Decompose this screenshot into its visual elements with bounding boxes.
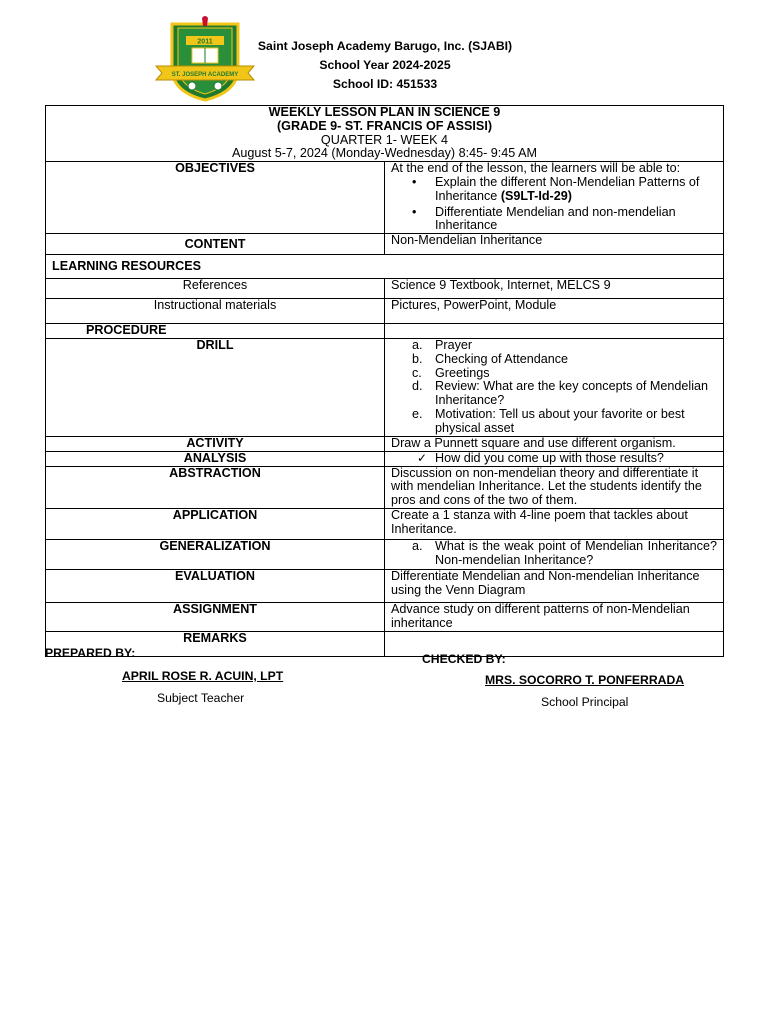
analysis-label: ANALYSIS bbox=[46, 451, 385, 466]
references-label: References bbox=[46, 279, 385, 299]
materials-label: Instructional materials bbox=[46, 299, 385, 324]
learning-resources-heading: LEARNING RESOURCES bbox=[46, 255, 724, 279]
checked-by-name: MRS. SOCORRO T. PONFERRADA bbox=[485, 673, 685, 687]
drill-marker: c. bbox=[412, 365, 422, 380]
school-year: School Year 2024-2025 bbox=[319, 58, 451, 72]
plan-dates: August 5-7, 2024 (Monday-Wednesday) 8:45- 9:45 AM bbox=[232, 146, 537, 161]
procedure-empty bbox=[385, 324, 724, 339]
content-label: CONTENT bbox=[46, 234, 385, 255]
drill-item bbox=[412, 351, 717, 367]
drill-text: Motivation: Tell us about your favorite or best physical asset bbox=[435, 406, 685, 435]
generalization-text: What is the weak point of Mendelian Inheritance? Non-mendelian Inheritance? bbox=[435, 538, 717, 567]
drill-cell bbox=[385, 338, 724, 436]
content-value: Non-Mendelian Inheritance bbox=[385, 234, 724, 255]
evaluation-value: Differentiate Mendelian and Non-mendelian Inheritance using the Venn Diagram bbox=[385, 569, 724, 602]
drill-item bbox=[412, 365, 717, 381]
check-icon: ✓ bbox=[417, 450, 428, 465]
analysis-cell bbox=[385, 451, 724, 466]
drill-label: DRILL bbox=[46, 338, 385, 436]
drill-list bbox=[391, 339, 717, 436]
application-value: Create a 1 stanza with 4-line poem that tackles about Inheritance. bbox=[385, 508, 724, 539]
objectives-intro: At the end of the lesson, the learners will be able to: bbox=[391, 161, 681, 176]
svg-text:2011: 2011 bbox=[197, 38, 213, 46]
plan-quarter: QUARTER 1- WEEK 4 bbox=[320, 132, 449, 147]
drill-marker: e. bbox=[412, 406, 423, 421]
checked-by-role: School Principal bbox=[541, 695, 629, 709]
drill-text: Review: What are the key concepts of Mendelian Inheritance? bbox=[435, 379, 709, 408]
evaluation-label: EVALUATION bbox=[46, 569, 385, 602]
plan-title: WEEKLY LESSON PLAN IN SCIENCE 9 bbox=[268, 105, 501, 119]
procedure-heading: PROCEDURE bbox=[46, 324, 385, 339]
abstraction-value: Discussion on non-mendelian theory and differentiate it with mendelian Inheritance. Let the students identify the pros and cons of the two of them. bbox=[385, 466, 724, 508]
drill-text: Greetings bbox=[435, 365, 490, 380]
checked-by-label: CHECKED BY: bbox=[422, 652, 506, 666]
analysis-text: How did you come up with those results? bbox=[435, 450, 664, 465]
drill-text: Checking of Attendance bbox=[435, 351, 569, 366]
assignment-label: ASSIGNMENT bbox=[46, 602, 385, 631]
prepared-by-name: APRIL ROSE R. ACUIN, LPT bbox=[122, 669, 284, 683]
objectives-list bbox=[391, 176, 717, 233]
plan-grade: (GRADE 9- ST. FRANCIS OF ASSISI) bbox=[276, 118, 493, 133]
abstraction-label: ABSTRACTION bbox=[46, 466, 385, 508]
objective-item bbox=[435, 206, 717, 234]
drill-item bbox=[412, 379, 717, 408]
objective-code: (S9LT-Id-29) bbox=[500, 188, 572, 203]
generalization-list bbox=[391, 540, 717, 568]
materials-value: Pictures, PowerPoint, Module bbox=[385, 299, 724, 324]
generalization-cell bbox=[385, 539, 724, 569]
plan-title-cell bbox=[46, 106, 724, 162]
references-value: Science 9 Textbook, Internet, MELCS 9 bbox=[385, 279, 724, 299]
activity-value: Draw a Punnett square and use different organism. bbox=[385, 436, 724, 451]
seal-banner: ST. JOSEPH ACADEMY bbox=[171, 72, 239, 78]
drill-item bbox=[412, 337, 717, 353]
objectives-label: OBJECTIVES bbox=[46, 162, 385, 234]
school-header bbox=[240, 37, 530, 94]
objectives-cell bbox=[385, 162, 724, 234]
drill-item bbox=[412, 406, 717, 436]
analysis-list bbox=[391, 452, 717, 466]
objective-item bbox=[435, 176, 717, 204]
activity-label: ACTIVITY bbox=[46, 436, 385, 451]
prepared-by-role: Subject Teacher bbox=[157, 691, 245, 705]
remarks-label: REMARKS bbox=[46, 631, 385, 656]
analysis-item bbox=[417, 450, 717, 466]
application-label: APPLICATION bbox=[46, 508, 385, 539]
school-id: School ID: 451533 bbox=[332, 77, 438, 91]
assignment-value: Advance study on different patterns of non-Mendelian inheritance bbox=[385, 602, 724, 631]
prepared-by-label: PREPARED BY: bbox=[45, 646, 136, 660]
generalization-item bbox=[412, 538, 717, 568]
drill-text: Prayer bbox=[435, 337, 473, 352]
drill-marker: d. bbox=[412, 379, 423, 394]
generalization-label: GENERALIZATION bbox=[46, 539, 385, 569]
objective-text: Differentiate Mendelian and non-mendelian Inheritance bbox=[435, 204, 676, 233]
drill-marker: b. bbox=[412, 351, 423, 366]
lesson-plan-table bbox=[45, 105, 724, 657]
generalization-marker: a. bbox=[412, 538, 423, 553]
school-name: Saint Joseph Academy Barugo, Inc. (SJABI) bbox=[257, 39, 513, 53]
drill-marker: a. bbox=[412, 337, 423, 352]
objective-text: Explain the different Non-Mendelian Patterns of Inheritance bbox=[435, 174, 700, 203]
